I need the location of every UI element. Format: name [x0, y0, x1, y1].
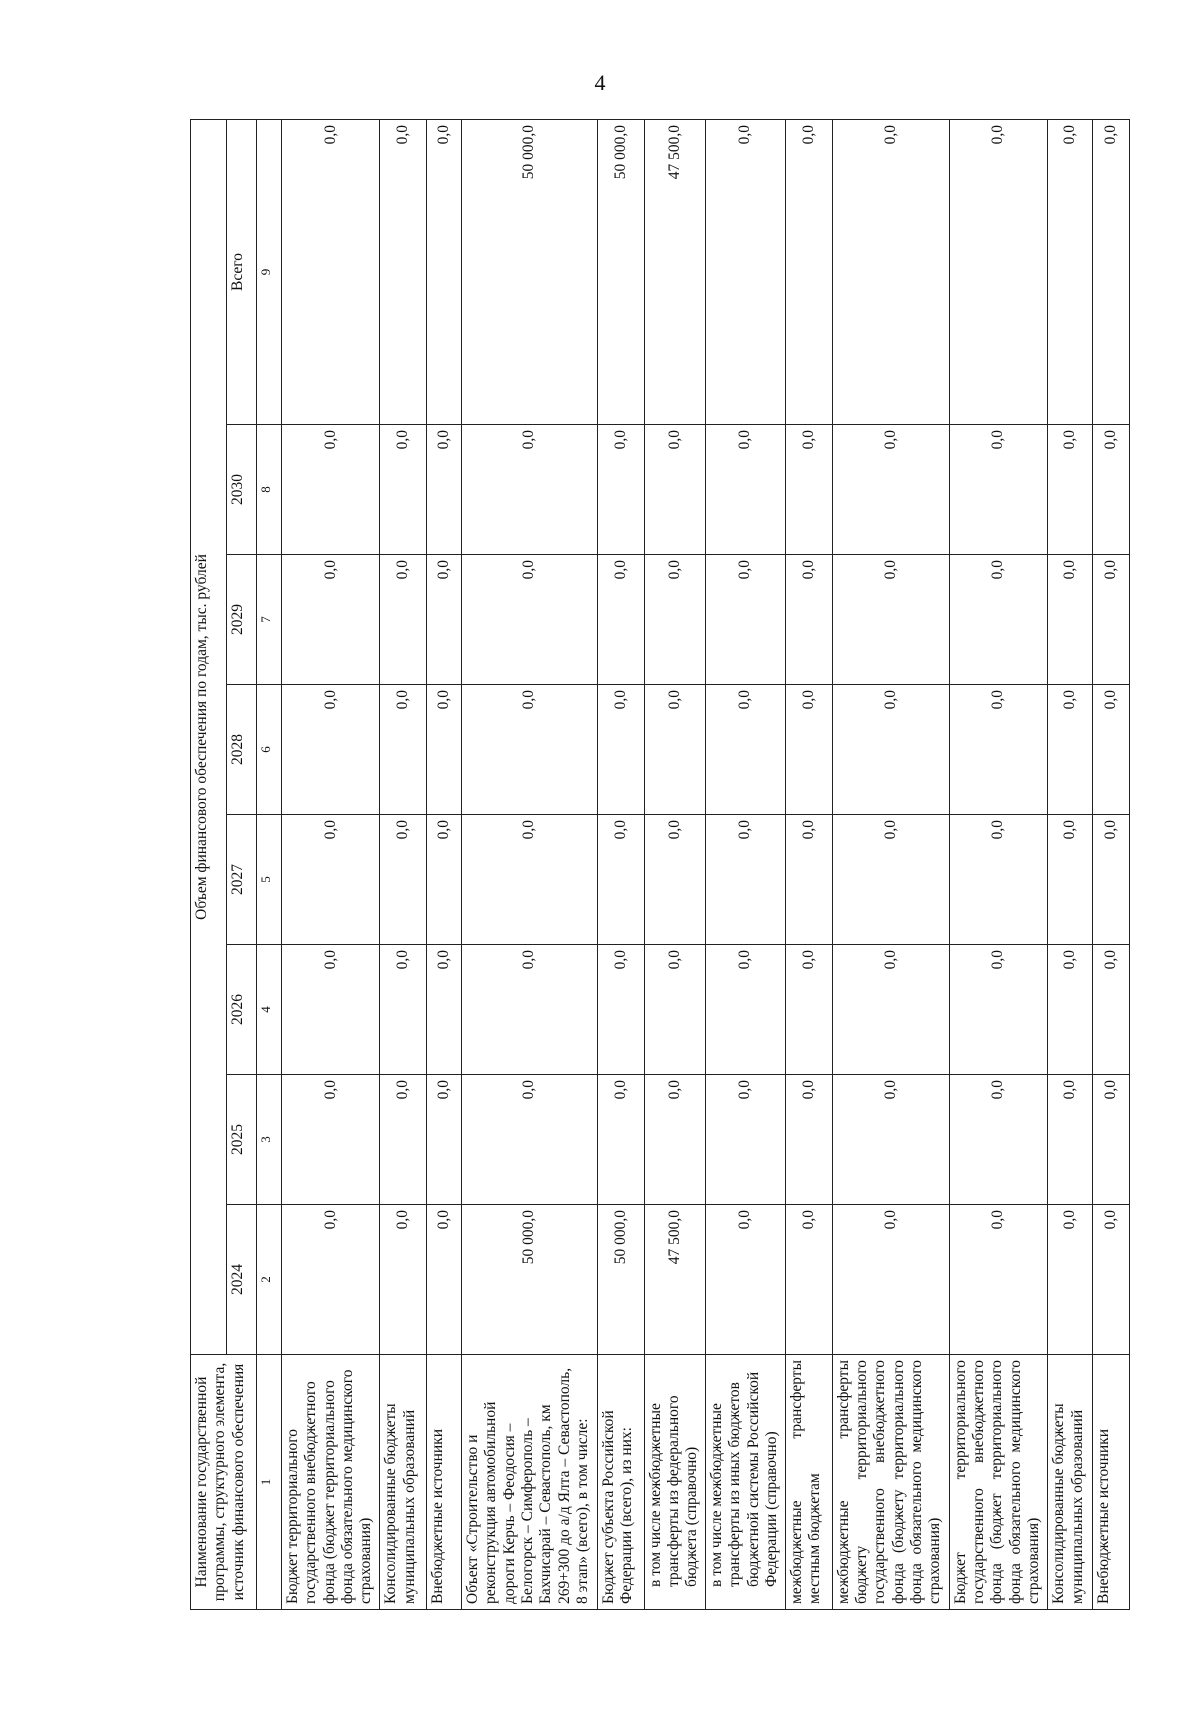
total-cell: 0,0 [949, 120, 1047, 425]
row-label: Внебюджетные источники [1093, 1355, 1130, 1610]
table-row [380, 120, 427, 1610]
value-cell: 0,0 [1093, 685, 1130, 815]
value-cell: 0,0 [282, 555, 380, 685]
value-cell: 47 500,0 [644, 1205, 705, 1355]
value-cell: 0,0 [380, 685, 427, 815]
value-cell: 0,0 [644, 945, 705, 1075]
value-cell: 0,0 [282, 425, 380, 555]
value-cell: 0,0 [380, 425, 427, 555]
value-cell: 0,0 [597, 425, 644, 555]
value-cell: 0,0 [282, 945, 380, 1075]
value-cell: 0,0 [705, 1205, 785, 1355]
value-cell: 0,0 [705, 685, 785, 815]
year-header: 2024 [227, 1205, 257, 1355]
value-cell: 0,0 [785, 815, 832, 945]
value-cell: 0,0 [380, 555, 427, 685]
total-cell: 50 000,0 [462, 120, 598, 425]
value-cell: 0,0 [1048, 685, 1093, 815]
value-cell: 0,0 [380, 1075, 427, 1205]
value-cell: 0,0 [380, 1205, 427, 1355]
value-cell: 0,0 [785, 425, 832, 555]
value-cell: 0,0 [705, 945, 785, 1075]
value-cell: 0,0 [644, 425, 705, 555]
value-cell: 0,0 [1093, 1205, 1130, 1355]
value-cell: 0,0 [597, 685, 644, 815]
value-cell: 0,0 [380, 815, 427, 945]
value-cell: 0,0 [705, 425, 785, 555]
table-row [1093, 120, 1130, 1610]
year-header: 2030 [227, 425, 257, 555]
value-cell: 0,0 [427, 945, 462, 1075]
value-cell: 0,0 [949, 555, 1047, 685]
row-label: Консолидированные бюджеты муниципальных образований [380, 1355, 427, 1610]
name-column-header: Наименование государственной программы, структурного элемента, источник финансового обеспечения [191, 1355, 257, 1610]
table-row [644, 120, 705, 1610]
total-cell: 0,0 [705, 120, 785, 425]
value-cell: 0,0 [949, 425, 1047, 555]
row-label: Бюджет субъекта Российской Федерации (всего), из них: [597, 1355, 644, 1610]
column-number: 6 [257, 685, 282, 815]
value-cell: 0,0 [1093, 555, 1130, 685]
value-cell: 0,0 [705, 1075, 785, 1205]
column-number: 9 [257, 120, 282, 425]
year-header: 2025 [227, 1075, 257, 1205]
value-cell: 0,0 [427, 555, 462, 685]
volume-header: Объем финансового обеспечения по годам, тыс. рублей [191, 120, 227, 1355]
value-cell: 0,0 [785, 945, 832, 1075]
value-cell: 0,0 [1093, 425, 1130, 555]
total-cell: 47 500,0 [644, 120, 705, 425]
year-header: 2026 [227, 945, 257, 1075]
column-number: 8 [257, 425, 282, 555]
year-header: 2027 [227, 815, 257, 945]
table-row [282, 120, 380, 1610]
value-cell: 0,0 [1093, 1075, 1130, 1205]
row-label: межбюджетные трансферты бюджету территориального государственного внебюджетного фонда (бюджету территориального фонда обязательного медицинского страхования) [832, 1355, 949, 1610]
total-cell: 0,0 [832, 120, 949, 425]
value-cell: 0,0 [949, 945, 1047, 1075]
value-cell: 0,0 [597, 1075, 644, 1205]
value-cell: 0,0 [832, 1075, 949, 1205]
value-cell: 0,0 [949, 1075, 1047, 1205]
value-cell: 0,0 [832, 815, 949, 945]
table-row [1048, 120, 1093, 1610]
value-cell: 0,0 [282, 685, 380, 815]
table-row [462, 120, 598, 1610]
value-cell: 0,0 [597, 815, 644, 945]
row-label: межбюджетные трансферты местным бюджетам [785, 1355, 832, 1610]
value-cell: 0,0 [785, 1075, 832, 1205]
column-number: 1 [257, 1355, 282, 1610]
value-cell: 0,0 [1093, 945, 1130, 1075]
row-label: в том числе межбюджетные трансферты из федерального бюджета (справочно) [644, 1355, 705, 1610]
value-cell: 0,0 [1048, 1205, 1093, 1355]
row-label: Объект «Строительство и реконструкция автомобильной дороги Керчь – Феодосия – Белогорск – Симферополь – Бахчисарай – Севастополь, км 269+300 до а/д Ялта – Севастополь, 8 этап» (всего), в том числе: [462, 1355, 598, 1610]
total-cell: 0,0 [1048, 120, 1093, 425]
page-number: 4 [594, 70, 606, 95]
table-row [597, 120, 644, 1610]
value-cell: 0,0 [832, 555, 949, 685]
table-row [785, 120, 832, 1610]
total-cell: 50 000,0 [597, 120, 644, 425]
value-cell: 0,0 [427, 1205, 462, 1355]
rotated-table-wrapper [190, 120, 1130, 1610]
row-label: Консолидированные бюджеты муниципальных образований [1048, 1355, 1093, 1610]
total-cell: 0,0 [427, 120, 462, 425]
value-cell: 0,0 [427, 815, 462, 945]
value-cell: 0,0 [282, 815, 380, 945]
value-cell: 0,0 [380, 945, 427, 1075]
total-cell: 0,0 [785, 120, 832, 425]
value-cell: 0,0 [282, 1075, 380, 1205]
value-cell: 0,0 [832, 945, 949, 1075]
value-cell: 0,0 [462, 945, 598, 1075]
financing-table [190, 119, 1130, 1610]
value-cell: 0,0 [1048, 425, 1093, 555]
column-number: 4 [257, 945, 282, 1075]
value-cell: 0,0 [462, 555, 598, 685]
value-cell: 0,0 [1093, 815, 1130, 945]
value-cell: 0,0 [1048, 815, 1093, 945]
year-header: 2028 [227, 685, 257, 815]
value-cell: 0,0 [832, 425, 949, 555]
table-row [949, 120, 1047, 1610]
row-label: Бюджет территориального государственного внебюджетного фонда (бюджет территориального фонда обязательного медицинского страхования) [949, 1355, 1047, 1610]
value-cell: 0,0 [705, 555, 785, 685]
table-body [282, 120, 1130, 1610]
total-cell: 0,0 [1093, 120, 1130, 425]
total-cell: 0,0 [380, 120, 427, 425]
value-cell: 0,0 [644, 1075, 705, 1205]
column-number: 2 [257, 1205, 282, 1355]
table-row [705, 120, 785, 1610]
value-cell: 0,0 [462, 1075, 598, 1205]
year-header: 2029 [227, 555, 257, 685]
column-number: 3 [257, 1075, 282, 1205]
value-cell: 0,0 [644, 555, 705, 685]
value-cell: 0,0 [644, 685, 705, 815]
table-row [832, 120, 949, 1610]
value-cell: 0,0 [1048, 555, 1093, 685]
value-cell: 0,0 [949, 1205, 1047, 1355]
value-cell: 50 000,0 [597, 1205, 644, 1355]
value-cell: 0,0 [427, 425, 462, 555]
row-label: Внебюджетные источники [427, 1355, 462, 1610]
value-cell: 0,0 [462, 425, 598, 555]
total-header: Всего [227, 120, 257, 425]
value-cell: 0,0 [949, 815, 1047, 945]
row-label: Бюджет территориального государственного внебюджетного фонда (бюджет территориального фонда обязательного медицинского страхования) [282, 1355, 380, 1610]
value-cell: 0,0 [785, 685, 832, 815]
value-cell: 0,0 [832, 685, 949, 815]
value-cell: 0,0 [832, 1205, 949, 1355]
column-number: 7 [257, 555, 282, 685]
total-cell: 0,0 [282, 120, 380, 425]
column-number: 5 [257, 815, 282, 945]
value-cell: 0,0 [597, 555, 644, 685]
table-row [427, 120, 462, 1610]
value-cell: 0,0 [462, 815, 598, 945]
value-cell: 0,0 [949, 685, 1047, 815]
value-cell: 50 000,0 [462, 1205, 598, 1355]
value-cell: 0,0 [705, 815, 785, 945]
value-cell: 0,0 [785, 1205, 832, 1355]
row-label: в том числе межбюджетные трансферты из иных бюджетов бюджетной системы Российской Федерации (справочно) [705, 1355, 785, 1610]
value-cell: 0,0 [597, 945, 644, 1075]
value-cell: 0,0 [427, 1075, 462, 1205]
value-cell: 0,0 [427, 685, 462, 815]
value-cell: 0,0 [644, 815, 705, 945]
value-cell: 0,0 [1048, 1075, 1093, 1205]
value-cell: 0,0 [1048, 945, 1093, 1075]
value-cell: 0,0 [785, 555, 832, 685]
value-cell: 0,0 [282, 1205, 380, 1355]
value-cell: 0,0 [462, 685, 598, 815]
